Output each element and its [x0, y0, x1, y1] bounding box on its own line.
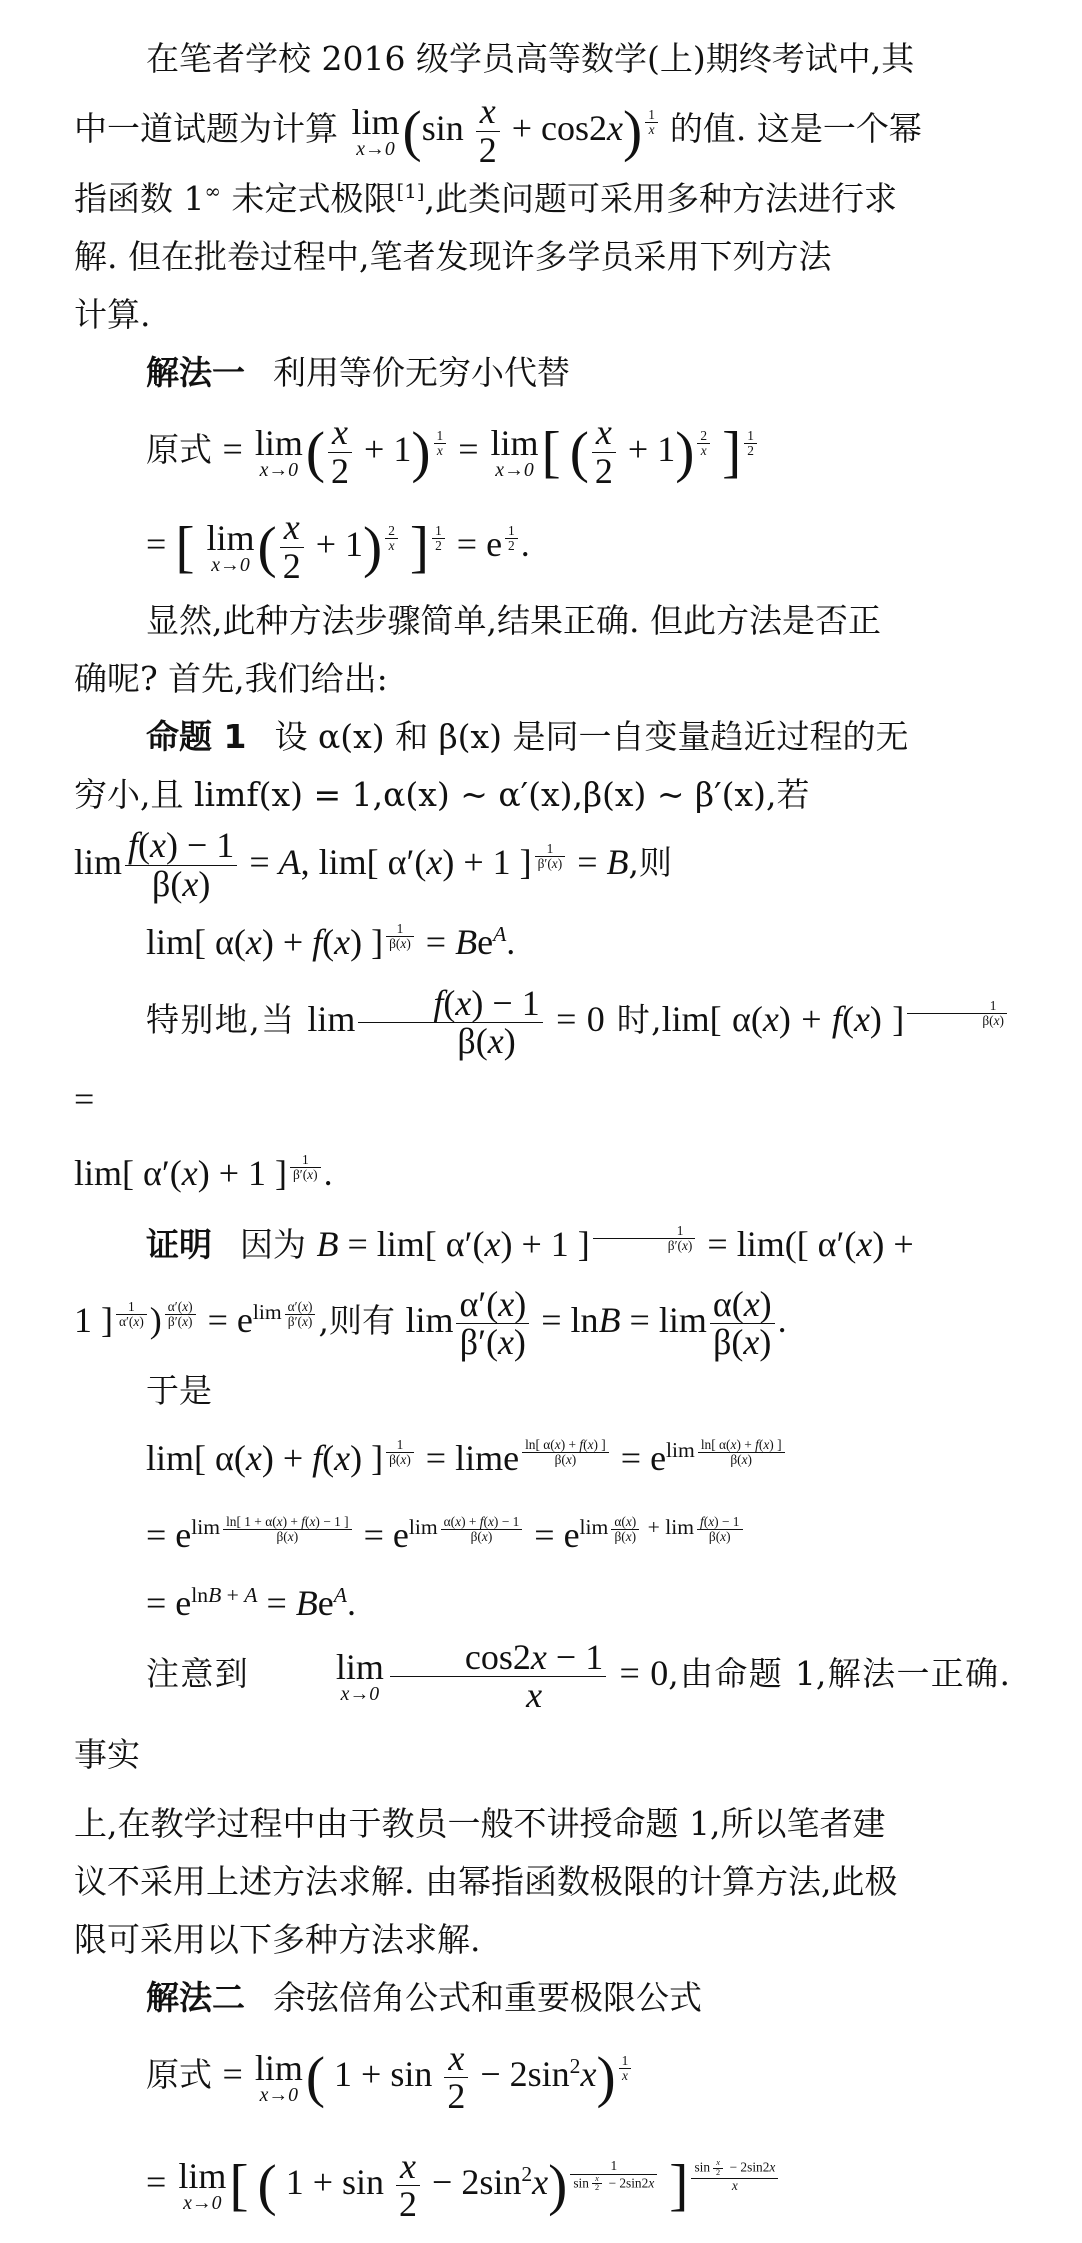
method2-heading: 解法二 余弦倍角公式和重要极限公式	[146, 1978, 702, 2018]
proposition-line-2: 穷小,且 limf(x) = 1,α(x) ~ α′(x),β(x) ~ β′(x),若	[74, 775, 810, 815]
intro-line-4: 解. 但在批卷过程中,笔者发现许多学员采用下列方法	[74, 237, 832, 277]
proposition-line-1: 命题 1 设 α(x) 和 β(x) 是同一自变量趋近过程的无	[146, 717, 909, 757]
method1-heading: 解法一 利用等价无穷小代替	[146, 353, 570, 393]
proposition-eq: lim[ α(x) + f(x) ] $^{\frac{1}{\beta(x)}}$ = $Be^A$.	[146, 920, 516, 963]
discussion-line-1: 显然,此种方法步骤简单,结果正确. 但此方法是否正	[146, 601, 881, 641]
proposition-line-3: lim $\frac{f(x) - 1}{\beta(x)}$ = A, lim[ α′(x) + 1 ] $^{\frac{1}{\beta'(x)}}$ = B,则	[74, 825, 673, 905]
intro-line-1: 在笔者学校 2016 级学员高等数学(上)期终考试中,其	[146, 39, 915, 78]
intro-line-5: 计算.	[74, 295, 151, 335]
proof-line-1: 证明 因为 B = lim[ α′(x) + 1 ] $^{\frac{1}{\beta'(x)}}$ = lim([ α′(x) +	[146, 1222, 914, 1265]
method1-eq-2: = [ lim x→0 ( $\frac{x}{2}$ + 1) $^{\frac{2}{x}}$ ] $^{\frac{1}{2}}$ = e $^{\frac{1}{2}}$ .	[146, 507, 530, 587]
proof-eq-3: = $e^{lnB + A} = Be^A$.	[146, 1583, 356, 1624]
intro-line-2: 中一道试题为计算 lim x→0 (sin $\frac{x}{2}$ + cos2x) $^{\frac{1}{x}}$ 的值. 这是一个幂	[74, 91, 922, 171]
note-line-2: 上,在教学过程中由于教员一般不讲授命题 1,所以笔者建	[74, 1804, 886, 1844]
intro-line-3: 指函数 1∞ 未定式极限[1],此类问题可采用多种方法进行求	[74, 179, 898, 219]
method2-eq-1: 原式 = lim x→0 ( 1 + sin $\frac{x}{2}$ − $2\sin^2x$) $^{\frac{1}{x}}$	[74, 2027, 1010, 2122]
special-case-line-1: 特别地,当 lim $\frac{f(x) - 1}{\beta(x)}$ = 0 时,lim[ α(x) + f(x) ] $^{\frac{1}{\beta(x)}}$ =	[74, 981, 1010, 1138]
note-line-1: 注意到 lim x→0 $\frac{\cos 2x - 1}{x}$ = 0,由命题 1,解法一正确. 事实	[74, 1636, 1010, 1775]
method2-eq-2: = lim x→0 [ ( 1 + sin $\frac{x}{2}$ − $2\sin^2x$) $^{1 sin \frac{x}{2} - 2sin2x}$ ] $^{sin \frac{x}{2} - 2sin2x x}$	[74, 2122, 1010, 2243]
proof-eq-2: = $e^{lim \frac{\ln[ 1 + \alpha(x) + f(x) - 1 ]}{\beta(x)}}$ = $e^{lim \frac{\alpha(x) + f(x) - 1}{\beta(x)}}$ = $e^{lim \frac{\alpha(x)}{\beta(x)} + lim \frac{f(x) - 1}{\beta(x)}}$	[74, 1497, 1010, 1574]
proof-eq-1: lim[ α(x) + f(x) ] $^{\frac{1}{\beta(x)}}$ = lime $^{\frac{\ln[ \alpha(x) + f(x) ]}{\beta(x)}}$ = $e^{lim \frac{\ln[ \alpha(x) + f(x) ]}{\beta(x)}}$	[74, 1420, 1010, 1497]
citation: [1]	[396, 180, 425, 204]
problem-formula: lim x→0 (sin $\frac{x}{2}$ + cos2x) $^{\frac{1}{x}}$	[349, 108, 670, 148]
note-line-4: 限可采用以下多种方法求解.	[74, 1920, 481, 1960]
proof-line-2: 1 ] $^{\frac{1}{\alpha'(x)}}$ ) $^{\frac{\alpha'(x)}{\beta'(x)}}$ = $e^{lim \frac{\alpha'(x)}{\beta'(x)}}$ ,则有 lim $\frac{\alpha'(x)}{\beta'(x)}$ = lnB = lim $\frac{\alpha(x)}{\beta(x)}$ .	[74, 1283, 787, 1363]
special-case-line-2: lim[ α′(x) + 1 ] $^{\frac{1}{\beta'(x)}}$ .	[74, 1151, 333, 1194]
method1-eq-1: 原式 = lim x→0 ( $\frac{x}{2}$ + 1) $^{\frac{1}{x}}$ = lim x→0 [ ( $\frac{x}{2}$ + 1) $^{\frac{2}{x}}$ ] $^{\frac{1}{2}}$	[74, 402, 1010, 497]
note-line-3: 议不采用上述方法求解. 由幂指函数极限的计算方法,此极	[74, 1862, 898, 1902]
proof-yushi: 于是	[146, 1371, 212, 1411]
discussion-line-2: 确呢? 首先,我们给出:	[74, 659, 388, 699]
